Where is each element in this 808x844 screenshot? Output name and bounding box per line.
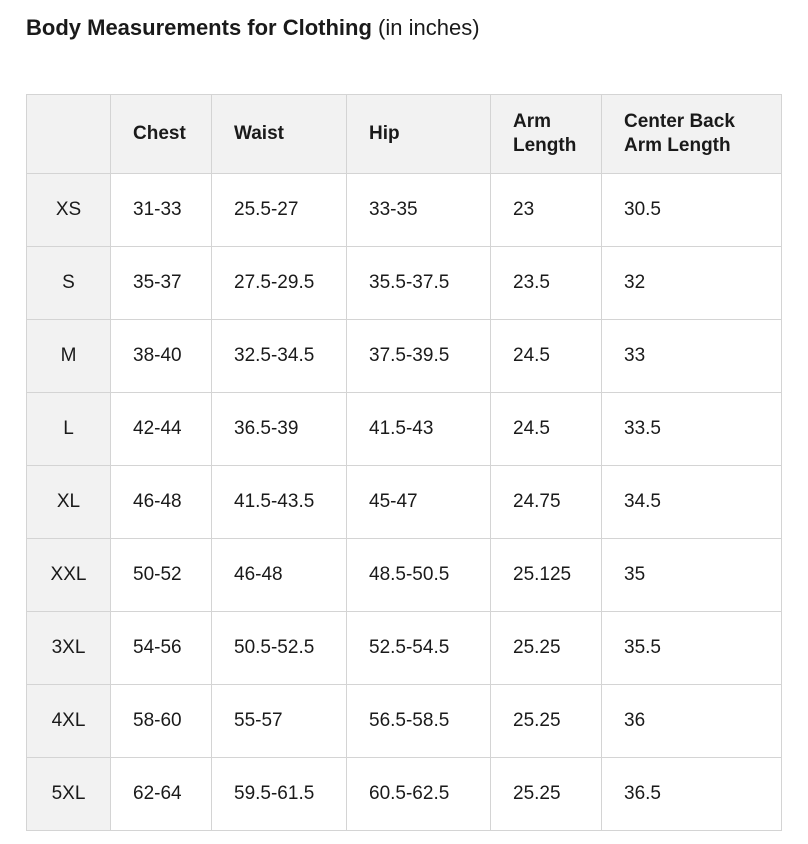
- center-back-arm-length-cell: 34.5: [602, 466, 782, 539]
- header-arm-length-line1: Arm: [513, 111, 552, 132]
- arm-length-cell: 25.25: [491, 685, 602, 758]
- waist-cell: 46-48: [212, 539, 347, 612]
- header-waist: Waist: [212, 95, 347, 174]
- center-back-arm-length-cell: 35: [602, 539, 782, 612]
- center-back-arm-length-cell: 33.5: [602, 393, 782, 466]
- header-center-back-line2: Arm Length: [624, 135, 731, 156]
- header-hip: Hip: [347, 95, 491, 174]
- waist-cell: 25.5-27: [212, 174, 347, 247]
- table-row: [27, 247, 782, 320]
- hip-cell: 41.5-43: [347, 393, 491, 466]
- hip-cell: 56.5-58.5: [347, 685, 491, 758]
- chest-cell: 42-44: [111, 393, 212, 466]
- waist-cell: 41.5-43.5: [212, 466, 347, 539]
- chest-cell: 50-52: [111, 539, 212, 612]
- table-row: [27, 174, 782, 247]
- chest-cell: 38-40: [111, 320, 212, 393]
- header-center-back-arm-length: [602, 95, 782, 174]
- waist-cell: 27.5-29.5: [212, 247, 347, 320]
- center-back-arm-length-cell: 30.5: [602, 174, 782, 247]
- table-row: [27, 320, 782, 393]
- hip-cell: 52.5-54.5: [347, 612, 491, 685]
- size-cell: 5XL: [27, 758, 111, 831]
- hip-cell: 33-35: [347, 174, 491, 247]
- header-corner-cell: [27, 95, 111, 174]
- table-body: [27, 174, 782, 831]
- chest-cell: 58-60: [111, 685, 212, 758]
- header-arm-length: [491, 95, 602, 174]
- title-unit: (in inches): [378, 15, 480, 40]
- table-row: [27, 685, 782, 758]
- chest-cell: 35-37: [111, 247, 212, 320]
- size-cell: L: [27, 393, 111, 466]
- hip-cell: 35.5-37.5: [347, 247, 491, 320]
- arm-length-cell: 24.5: [491, 320, 602, 393]
- title-bold: Body Measurements for Clothing: [26, 15, 372, 40]
- page-title: [26, 14, 480, 42]
- size-cell: XL: [27, 466, 111, 539]
- center-back-arm-length-cell: 36.5: [602, 758, 782, 831]
- size-cell: S: [27, 247, 111, 320]
- size-cell: 3XL: [27, 612, 111, 685]
- hip-cell: 37.5-39.5: [347, 320, 491, 393]
- chest-cell: 54-56: [111, 612, 212, 685]
- waist-cell: 50.5-52.5: [212, 612, 347, 685]
- hip-cell: 48.5-50.5: [347, 539, 491, 612]
- table-row: [27, 539, 782, 612]
- chest-cell: 62-64: [111, 758, 212, 831]
- table-header-row: [27, 95, 782, 174]
- size-cell: M: [27, 320, 111, 393]
- waist-cell: 59.5-61.5: [212, 758, 347, 831]
- size-cell: XXL: [27, 539, 111, 612]
- waist-cell: 55-57: [212, 685, 347, 758]
- table-row: [27, 612, 782, 685]
- measurements-table: [26, 94, 782, 831]
- size-cell: 4XL: [27, 685, 111, 758]
- hip-cell: 45-47: [347, 466, 491, 539]
- arm-length-cell: 25.125: [491, 539, 602, 612]
- center-back-arm-length-cell: 32: [602, 247, 782, 320]
- chest-cell: 46-48: [111, 466, 212, 539]
- hip-cell: 60.5-62.5: [347, 758, 491, 831]
- table-row: [27, 758, 782, 831]
- header-chest: Chest: [111, 95, 212, 174]
- arm-length-cell: 24.5: [491, 393, 602, 466]
- table-row: [27, 466, 782, 539]
- chest-cell: 31-33: [111, 174, 212, 247]
- center-back-arm-length-cell: 35.5: [602, 612, 782, 685]
- arm-length-cell: 25.25: [491, 758, 602, 831]
- waist-cell: 36.5-39: [212, 393, 347, 466]
- arm-length-cell: 25.25: [491, 612, 602, 685]
- arm-length-cell: 23: [491, 174, 602, 247]
- center-back-arm-length-cell: 33: [602, 320, 782, 393]
- arm-length-cell: 23.5: [491, 247, 602, 320]
- center-back-arm-length-cell: 36: [602, 685, 782, 758]
- header-center-back-line1: Center Back: [624, 111, 735, 132]
- table-row: [27, 393, 782, 466]
- arm-length-cell: 24.75: [491, 466, 602, 539]
- size-cell: XS: [27, 174, 111, 247]
- header-arm-length-line2: Length: [513, 135, 577, 156]
- waist-cell: 32.5-34.5: [212, 320, 347, 393]
